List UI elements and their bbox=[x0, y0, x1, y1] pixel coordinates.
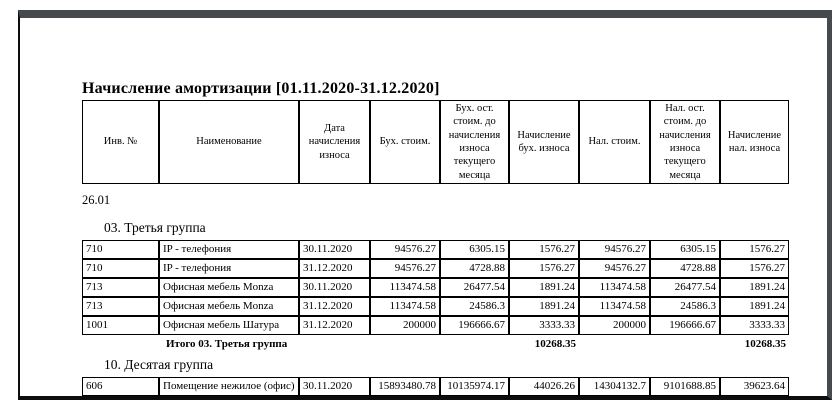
group-title: 03. Третья группа bbox=[104, 220, 206, 235]
cell: IP - телефония bbox=[159, 259, 299, 278]
cell: 113474.58 bbox=[370, 278, 440, 297]
cell: 4728.88 bbox=[650, 259, 720, 278]
cell: 3333.33 bbox=[509, 316, 579, 335]
cell: 14304132.7 bbox=[579, 377, 650, 396]
report-title: Начисление амортизации [01.11.2020-31.12.2020] bbox=[82, 80, 440, 97]
cell: 94576.27 bbox=[370, 259, 440, 278]
cell: Помещение нежилое (офис) bbox=[159, 377, 299, 396]
cell: 30.11.2020 bbox=[299, 377, 370, 396]
cell: 1891.24 bbox=[509, 297, 579, 316]
cell: 710 bbox=[82, 240, 159, 259]
group-rows bbox=[82, 240, 791, 335]
cell: 26477.54 bbox=[440, 278, 509, 297]
cell: 6305.15 bbox=[440, 240, 509, 259]
cell: 94576.27 bbox=[579, 259, 650, 278]
cell: 39623.64 bbox=[720, 377, 789, 396]
cell: 713 bbox=[82, 278, 159, 297]
cell: 713 bbox=[82, 297, 159, 316]
total-nal-iznos: 10268.35 bbox=[744, 338, 786, 350]
total-spacer bbox=[579, 336, 720, 353]
cell: 30.11.2020 bbox=[299, 278, 370, 297]
date-label: 26.01 bbox=[82, 193, 111, 207]
group-total-row bbox=[82, 336, 791, 353]
cell: 113474.58 bbox=[370, 297, 440, 316]
cell: Офисная мебель Monza bbox=[159, 297, 299, 316]
cell: 26477.54 bbox=[650, 278, 720, 297]
cell: 200000 bbox=[370, 316, 440, 335]
cell: 1001 bbox=[82, 316, 159, 335]
cell: 1576.27 bbox=[509, 259, 579, 278]
cell: 94576.27 bbox=[579, 240, 650, 259]
cell: Офисная мебель Monza bbox=[159, 278, 299, 297]
total-buh-iznos: 10268.35 bbox=[534, 338, 576, 350]
cell: 200000 bbox=[579, 316, 650, 335]
table-row[interactable] bbox=[82, 278, 791, 297]
cell: 31.12.2020 bbox=[299, 297, 370, 316]
group-rows bbox=[82, 377, 791, 396]
cell: 44026.26 bbox=[509, 377, 579, 396]
table-row[interactable] bbox=[82, 240, 791, 259]
cell: 9101688.85 bbox=[650, 377, 720, 396]
cell: 1576.27 bbox=[720, 259, 789, 278]
cell: 24586.3 bbox=[440, 297, 509, 316]
table-row[interactable] bbox=[82, 377, 791, 396]
cell: 30.11.2020 bbox=[299, 240, 370, 259]
column-header: Инв. № bbox=[82, 100, 159, 184]
column-header: Дата начисления износа bbox=[299, 100, 370, 184]
total-spacer bbox=[82, 336, 159, 353]
column-header: Бух. ост. стоим. до начисления износа текущего месяца bbox=[440, 100, 509, 184]
cell: 4728.88 bbox=[440, 259, 509, 278]
table-row[interactable] bbox=[82, 297, 791, 316]
report-body bbox=[82, 220, 791, 396]
cell: 606 bbox=[82, 377, 159, 396]
cell: 10135974.17 bbox=[440, 377, 509, 396]
cell: 196666.67 bbox=[440, 316, 509, 335]
table-row[interactable] bbox=[82, 316, 791, 335]
cell: 196666.67 bbox=[650, 316, 720, 335]
cell: 94576.27 bbox=[370, 240, 440, 259]
cell: 1891.24 bbox=[720, 278, 789, 297]
column-header: Нал. стоим. bbox=[579, 100, 650, 184]
column-header: Наименование bbox=[159, 100, 299, 184]
cell: 31.12.2020 bbox=[299, 259, 370, 278]
total-label: Итого 03. Третья группа bbox=[166, 338, 288, 350]
group-title: 10. Десятая группа bbox=[104, 357, 214, 372]
table-header-row bbox=[82, 100, 791, 184]
cell: 24586.3 bbox=[650, 297, 720, 316]
cell: 1891.24 bbox=[720, 297, 789, 316]
cell: 3333.33 bbox=[720, 316, 789, 335]
cell: 1891.24 bbox=[509, 278, 579, 297]
cell: 15893480.78 bbox=[370, 377, 440, 396]
cell: 113474.58 bbox=[579, 297, 650, 316]
cell: 1576.27 bbox=[509, 240, 579, 259]
cell: 710 bbox=[82, 259, 159, 278]
cell: 31.12.2020 bbox=[299, 316, 370, 335]
column-header: Бух. стоим. bbox=[370, 100, 440, 184]
report-page bbox=[82, 78, 791, 396]
table-row[interactable] bbox=[82, 259, 791, 278]
cell: Офисная мебель Шатура bbox=[159, 316, 299, 335]
column-header: Начисление бух. износа bbox=[509, 100, 579, 184]
cell: IP - телефония bbox=[159, 240, 299, 259]
cell: 1576.27 bbox=[720, 240, 789, 259]
cell: 6305.15 bbox=[650, 240, 720, 259]
column-header: Начисление нал. износа bbox=[720, 100, 789, 184]
cell: 113474.58 bbox=[579, 278, 650, 297]
column-header: Нал. ост. стоим. до начисления износа текущего месяца bbox=[650, 100, 720, 184]
